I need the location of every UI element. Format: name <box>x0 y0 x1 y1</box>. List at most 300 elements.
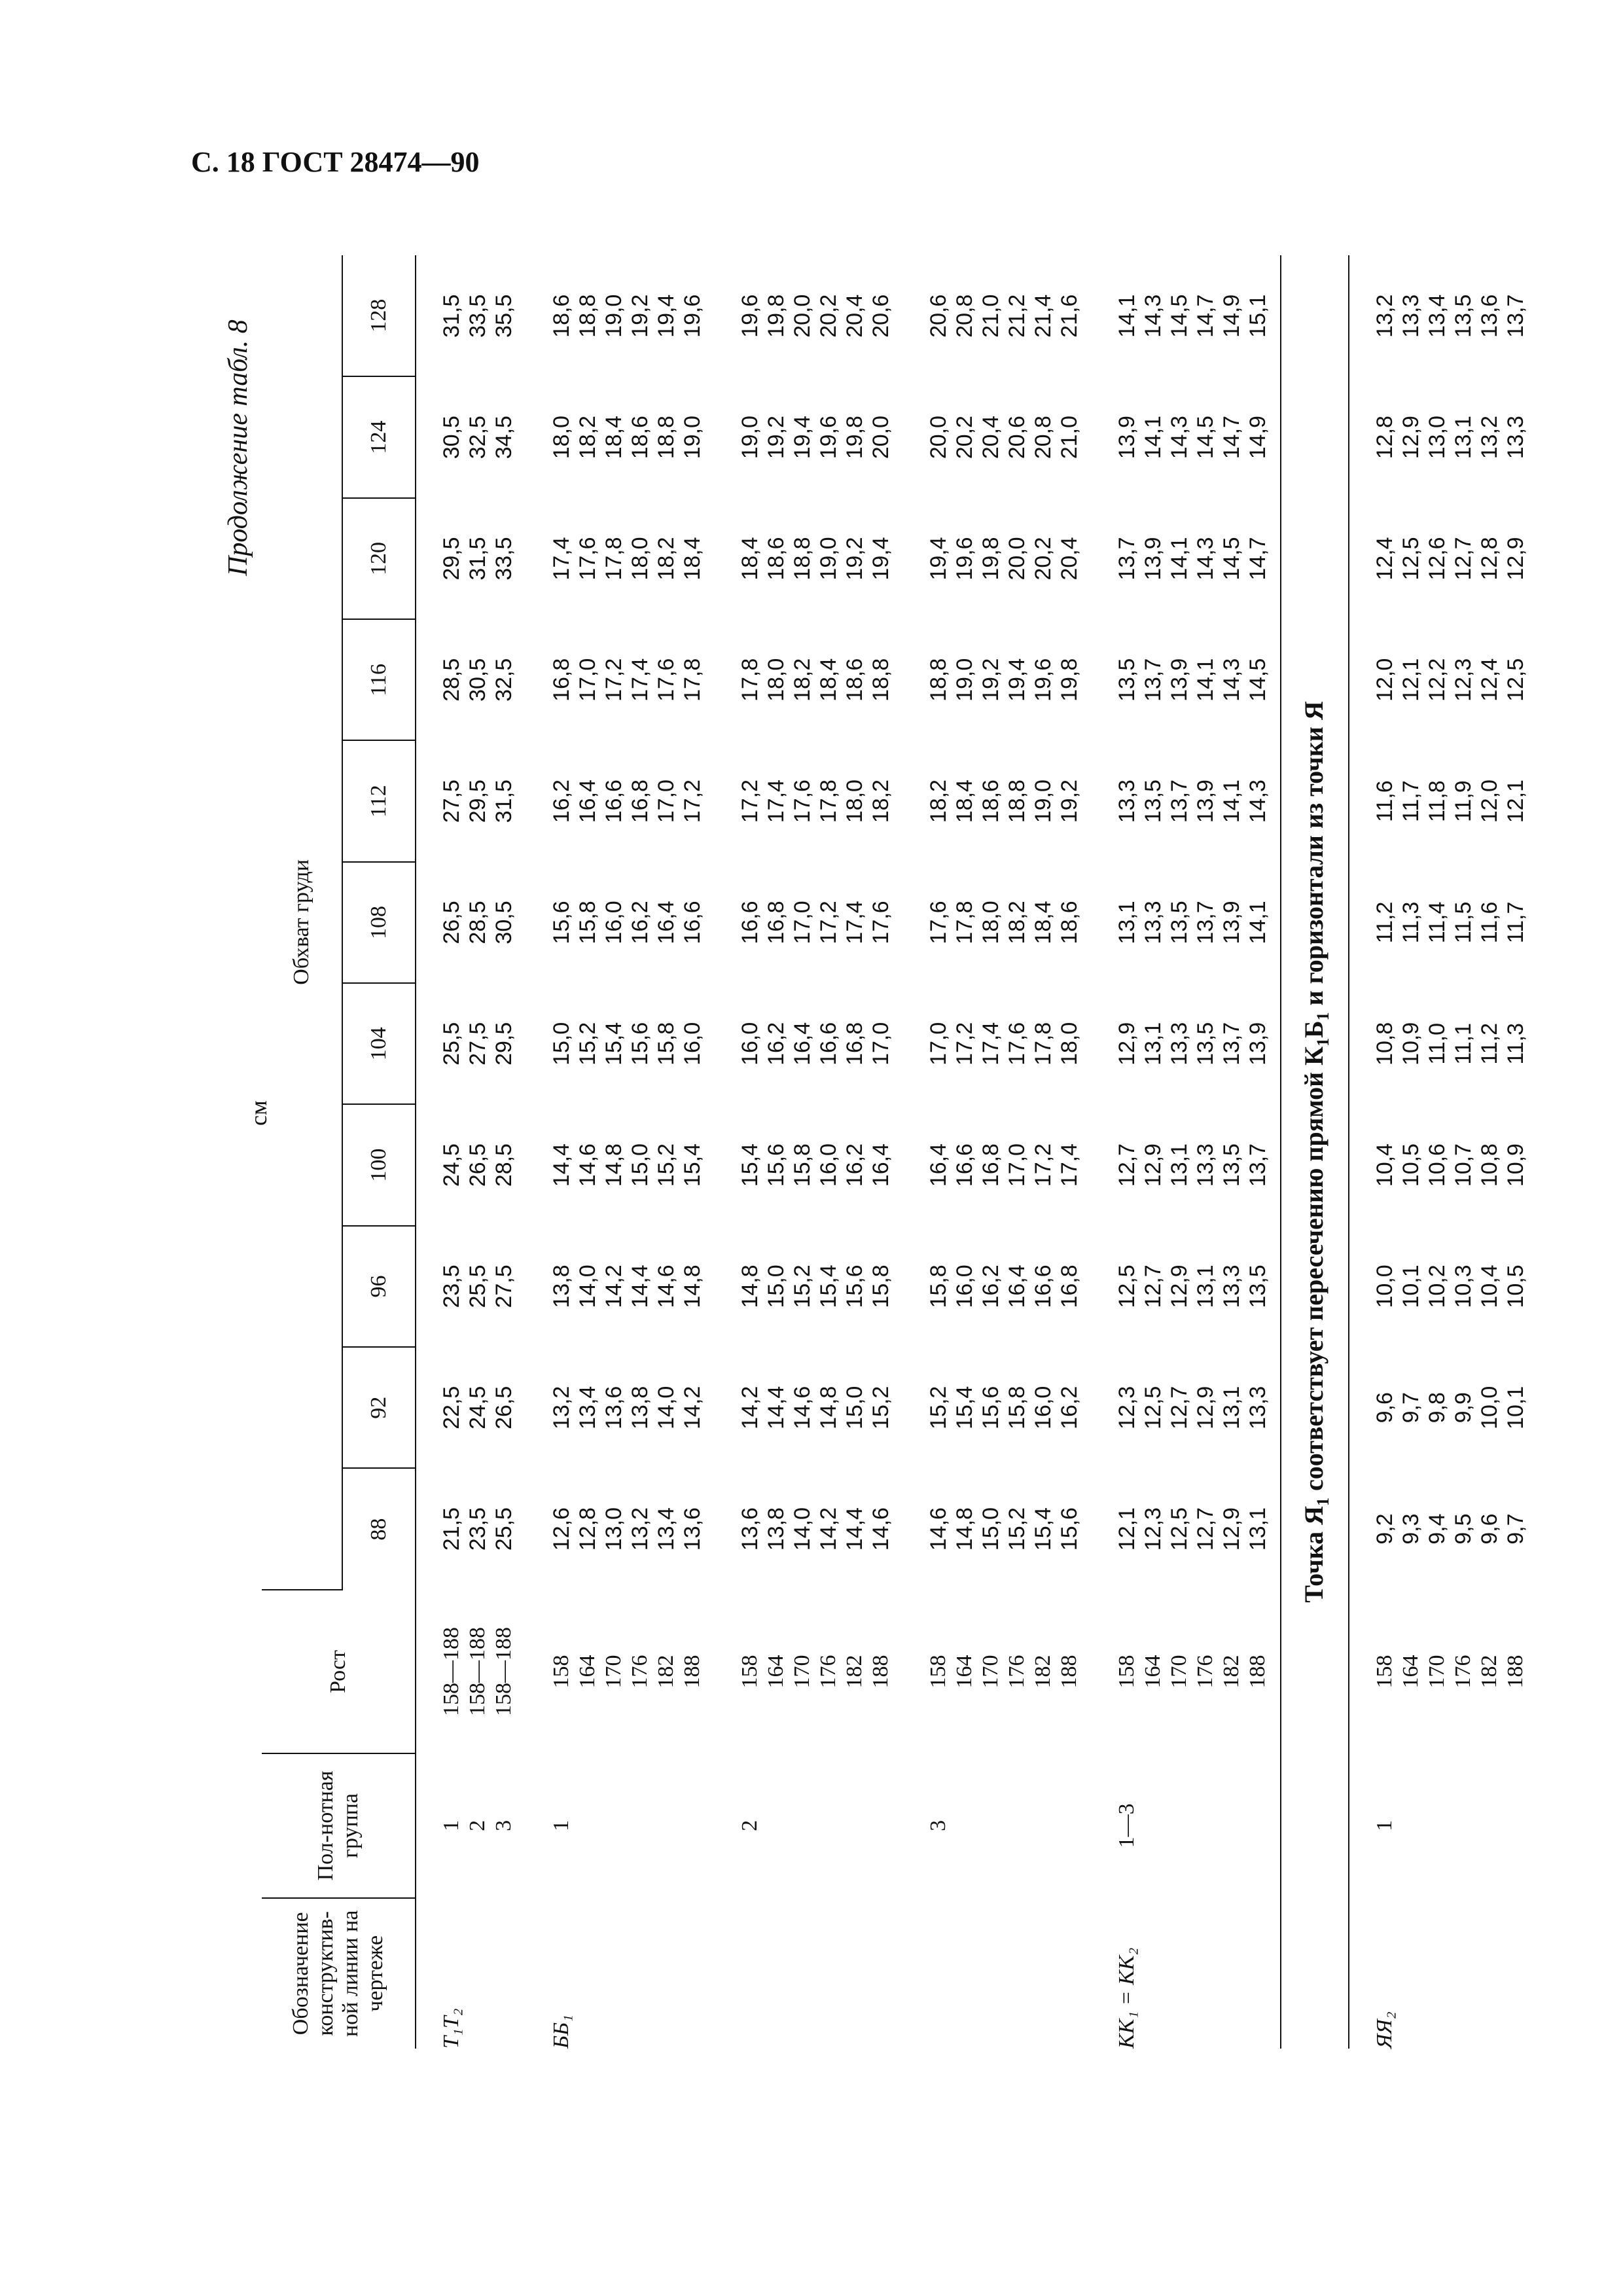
value: 18,8 <box>868 658 893 702</box>
value: 9,3 <box>1399 1513 1423 1545</box>
height-value: 158 <box>1372 1655 1397 1689</box>
height-cell <box>1349 1590 1538 1753</box>
value: 14,6 <box>926 1507 951 1551</box>
value: 16,0 <box>952 1265 977 1308</box>
value: 13,5 <box>1141 780 1166 823</box>
value: 14,5 <box>1219 537 1244 581</box>
value: 15,4 <box>680 1143 705 1187</box>
value-cell <box>526 740 715 861</box>
value: 21,0 <box>978 294 1003 338</box>
value: 13,6 <box>680 1507 705 1551</box>
value: 21,6 <box>1057 294 1082 338</box>
value: 16,0 <box>601 901 626 944</box>
value: 15,8 <box>1005 1386 1029 1429</box>
value: 17,6 <box>926 901 951 944</box>
chest-girth-header: Обхват груди <box>262 255 342 1590</box>
value: 9,7 <box>1503 1513 1528 1545</box>
value: 12,7 <box>1141 1265 1166 1308</box>
value: 29,5 <box>439 537 464 581</box>
value: 9,8 <box>1425 1392 1450 1424</box>
value-cell <box>903 498 1092 619</box>
value-cell <box>1349 376 1538 497</box>
height-value: 188 <box>1503 1655 1527 1689</box>
height-value: 164 <box>1141 1655 1165 1689</box>
value: 16,0 <box>738 1022 762 1066</box>
table-row <box>715 255 903 2049</box>
value: 17,0 <box>575 658 600 702</box>
designation-cell <box>903 1898 1092 2049</box>
value-cell <box>526 1347 715 1468</box>
value: 17,0 <box>926 1022 951 1066</box>
designation-cell: ББ₁ <box>549 2015 573 2049</box>
value: 13,1 <box>1451 416 1476 459</box>
value: 10,6 <box>1425 1143 1450 1187</box>
value: 14,3 <box>1245 780 1270 823</box>
value: 26,5 <box>439 901 464 944</box>
value: 15,6 <box>764 1143 789 1187</box>
value: 14,1 <box>1115 294 1139 338</box>
value-cell <box>903 1226 1092 1347</box>
value: 20,2 <box>1031 537 1056 581</box>
value: 12,9 <box>1503 537 1528 581</box>
value: 15,6 <box>1057 1507 1082 1551</box>
value: 16,8 <box>842 1022 867 1066</box>
value-cell <box>1349 862 1538 983</box>
value-cell <box>903 255 1092 376</box>
value: 13,5 <box>1451 294 1476 338</box>
value: 18,6 <box>628 416 652 459</box>
value: 13,4 <box>1425 294 1450 338</box>
value: 14,0 <box>575 1265 600 1308</box>
value: 14,4 <box>764 1386 789 1429</box>
value: 28,5 <box>491 1143 516 1187</box>
chest-size-header: 116 <box>342 619 416 740</box>
value: 13,3 <box>1167 1022 1192 1066</box>
value: 17,0 <box>790 901 815 944</box>
value: 27,5 <box>465 1022 490 1066</box>
value: 16,2 <box>549 780 574 823</box>
value: 13,0 <box>1425 416 1450 459</box>
value: 9,6 <box>1372 1392 1397 1424</box>
value: 12,9 <box>1219 1507 1244 1551</box>
value: 12,7 <box>1167 1386 1192 1429</box>
value: 21,2 <box>1005 294 1029 338</box>
value: 18,8 <box>1005 780 1029 823</box>
designation-cell <box>715 1898 903 2049</box>
height-value: 182 <box>1031 1655 1055 1689</box>
value: 15,1 <box>1245 294 1270 338</box>
height-cell <box>416 1590 526 1753</box>
value: 12,8 <box>575 1507 600 1551</box>
value: 12,5 <box>1503 658 1528 702</box>
value: 26,5 <box>465 1143 490 1187</box>
value: 21,5 <box>439 1507 464 1551</box>
value-cell <box>416 862 526 983</box>
value: 17,4 <box>764 780 789 823</box>
value: 29,5 <box>465 780 490 823</box>
value: 9,2 <box>1372 1513 1397 1545</box>
table-row <box>1349 255 1538 2049</box>
value: 10,8 <box>1477 1143 1502 1187</box>
value-cell <box>1092 498 1281 619</box>
value-cell <box>416 619 526 740</box>
value: 14,1 <box>1141 416 1166 459</box>
height-value: 164 <box>575 1655 599 1689</box>
group-cell: 1 2 3 <box>439 1820 516 1831</box>
value: 13,5 <box>1167 901 1192 944</box>
value: 13,9 <box>1141 537 1166 581</box>
value-cell <box>715 740 903 861</box>
height-value: 182 <box>654 1655 678 1689</box>
value-cell <box>903 1468 1092 1589</box>
value: 13,7 <box>1503 294 1528 338</box>
value-cell <box>1349 1104 1538 1225</box>
value: 14,4 <box>628 1265 652 1308</box>
value-cell <box>1349 619 1538 740</box>
height-value: 158 <box>738 1655 762 1689</box>
value-cell <box>416 983 526 1104</box>
height-value: 188 <box>680 1655 704 1689</box>
value: 19,8 <box>1057 658 1082 702</box>
value: 17,4 <box>978 1022 1003 1066</box>
value: 19,8 <box>842 416 867 459</box>
value: 33,5 <box>491 537 516 581</box>
value: 11,7 <box>1399 780 1423 822</box>
value: 18,2 <box>1005 901 1029 944</box>
value: 10,0 <box>1477 1386 1502 1429</box>
value-cell <box>526 1226 715 1347</box>
value: 13,6 <box>601 1386 626 1429</box>
value: 21,4 <box>1031 294 1056 338</box>
value: 10,9 <box>1503 1143 1528 1187</box>
table-row <box>903 255 1092 2049</box>
value: 14,7 <box>1245 537 1270 581</box>
height-value: 158—188 <box>465 1626 490 1716</box>
height-value: 164 <box>764 1655 788 1689</box>
value: 12,7 <box>1193 1507 1218 1551</box>
value: 18,8 <box>790 537 815 581</box>
value: 17,0 <box>654 780 679 823</box>
value: 20,0 <box>790 294 815 338</box>
value: 13,7 <box>1245 1143 1270 1187</box>
value: 14,6 <box>654 1265 679 1308</box>
height-value: 188 <box>1245 1655 1270 1689</box>
value: 10,3 <box>1451 1265 1476 1308</box>
value: 17,6 <box>790 780 815 823</box>
value: 15,0 <box>764 1265 789 1308</box>
value-cell <box>526 862 715 983</box>
value-cell <box>1349 740 1538 861</box>
height-value: 158 <box>926 1655 950 1689</box>
value-cell <box>1092 1226 1281 1347</box>
value: 15,2 <box>868 1386 893 1429</box>
value-cell <box>1092 983 1281 1104</box>
value: 20,4 <box>978 416 1003 459</box>
height-value: 182 <box>842 1655 866 1689</box>
value: 11,6 <box>1477 901 1502 944</box>
value: 19,2 <box>842 537 867 581</box>
value: 12,6 <box>1425 537 1450 581</box>
value-cell <box>715 983 903 1104</box>
value: 14,8 <box>680 1265 705 1308</box>
value: 31,5 <box>439 294 464 338</box>
value: 18,8 <box>575 294 600 338</box>
value: 18,2 <box>654 537 679 581</box>
value-cell <box>416 498 526 619</box>
height-value: 170 <box>790 1655 814 1689</box>
note-text: Точка $Я_1$ соответствует пересечению прямой $К_1Б_1$ и горизонтали из точки Я <box>1281 255 1349 2049</box>
value: 15,6 <box>549 901 574 944</box>
value: 10,0 <box>1372 1265 1397 1308</box>
value: 31,5 <box>491 780 516 823</box>
value: 9,5 <box>1451 1513 1476 1545</box>
page-header: С. 18 ГОСТ 28474—90 <box>191 146 480 178</box>
value: 19,2 <box>1057 780 1082 823</box>
value: 16,6 <box>816 1022 841 1066</box>
height-value: 176 <box>1193 1655 1217 1689</box>
value: 17,4 <box>628 658 652 702</box>
value-cell <box>1092 740 1281 861</box>
value: 13,5 <box>1245 1265 1270 1308</box>
value: 13,3 <box>1503 416 1528 459</box>
value: 19,6 <box>680 294 705 338</box>
value: 18,6 <box>764 537 789 581</box>
value: 11,2 <box>1372 901 1397 944</box>
value: 14,3 <box>1167 416 1192 459</box>
value: 16,4 <box>790 1022 815 1066</box>
value: 16,4 <box>926 1143 951 1187</box>
value: 15,4 <box>816 1265 841 1308</box>
value: 13,1 <box>1167 1143 1192 1187</box>
value: 14,7 <box>1193 294 1218 338</box>
value: 14,2 <box>738 1386 762 1429</box>
value: 13,5 <box>1219 1143 1244 1187</box>
value: 10,4 <box>1372 1143 1397 1187</box>
table-row <box>1092 255 1281 2049</box>
value: 25,5 <box>491 1507 516 1551</box>
value: 16,2 <box>1057 1386 1082 1429</box>
value-cell <box>715 1347 903 1468</box>
value: 10,7 <box>1451 1143 1476 1187</box>
value-cell <box>715 862 903 983</box>
value: 14,6 <box>575 1143 600 1187</box>
height-value: 158—188 <box>439 1626 463 1716</box>
value: 15,2 <box>926 1386 951 1429</box>
value-cell <box>1349 983 1538 1104</box>
value: 13,9 <box>1219 901 1244 944</box>
value-cell <box>526 1104 715 1225</box>
value: 14,8 <box>816 1386 841 1429</box>
value: 11,7 <box>1503 901 1528 944</box>
designation-cell: ЯЯ₂ <box>1372 2011 1397 2049</box>
height-value: 170 <box>1425 1655 1449 1689</box>
value: 13,3 <box>1245 1386 1270 1429</box>
value: 13,7 <box>1115 537 1139 581</box>
value: 16,6 <box>1031 1265 1056 1308</box>
value-cell <box>715 376 903 497</box>
value-cell <box>1092 619 1281 740</box>
value: 9,6 <box>1477 1513 1502 1545</box>
value: 18,2 <box>575 416 600 459</box>
value: 30,5 <box>439 416 464 459</box>
value: 20,8 <box>1031 416 1056 459</box>
value: 20,0 <box>868 416 893 459</box>
value: 18,0 <box>842 780 867 823</box>
value: 12,1 <box>1503 780 1528 823</box>
value: 13,3 <box>1115 780 1139 823</box>
value-cell <box>526 255 715 376</box>
value-cell <box>903 1347 1092 1468</box>
designation-cell: KK₁ = KK₂ <box>1115 1947 1139 2049</box>
height-value: 188 <box>1057 1655 1081 1689</box>
value: 17,6 <box>1005 1022 1029 1066</box>
value-cell <box>526 1468 715 1589</box>
value: 15,0 <box>978 1507 1003 1551</box>
value: 10,4 <box>1477 1265 1502 1308</box>
value: 14,3 <box>1193 537 1218 581</box>
value: 9,7 <box>1399 1392 1423 1424</box>
value: 19,2 <box>978 658 1003 702</box>
value: 14,4 <box>842 1507 867 1551</box>
value: 14,1 <box>1167 537 1192 581</box>
group-column-header: Пол-нотная группа <box>262 1753 416 1897</box>
value: 13,1 <box>1141 1022 1166 1066</box>
value: 13,2 <box>628 1507 652 1551</box>
value-cell <box>903 1104 1092 1225</box>
value: 15,2 <box>790 1265 815 1308</box>
value: 17,8 <box>816 780 841 823</box>
value: 13,7 <box>1219 1022 1244 1066</box>
value: 18,8 <box>926 658 951 702</box>
value: 14,2 <box>601 1265 626 1308</box>
value: 17,6 <box>575 537 600 581</box>
value: 19,0 <box>601 294 626 338</box>
value-cell <box>715 1226 903 1347</box>
value: 24,5 <box>439 1143 464 1187</box>
value: 21,0 <box>1057 416 1082 459</box>
value: 17,2 <box>1031 1143 1056 1187</box>
value: 13,4 <box>654 1507 679 1551</box>
value-cell <box>1349 1468 1538 1589</box>
value: 15,2 <box>575 1022 600 1066</box>
value-cell <box>416 1104 526 1225</box>
value: 25,5 <box>439 1022 464 1066</box>
value: 15,0 <box>842 1386 867 1429</box>
value: 12,5 <box>1141 1386 1166 1429</box>
value-cell <box>1092 1468 1281 1589</box>
value: 23,5 <box>465 1507 490 1551</box>
value-cell <box>903 376 1092 497</box>
chest-size-header: 104 <box>342 983 416 1104</box>
value: 20,0 <box>926 416 951 459</box>
value: 18,2 <box>926 780 951 823</box>
value: 17,8 <box>738 658 762 702</box>
value: 14,3 <box>1141 294 1166 338</box>
value: 18,0 <box>628 537 652 581</box>
height-value: 188 <box>868 1655 893 1689</box>
value: 18,4 <box>816 658 841 702</box>
value: 14,2 <box>816 1507 841 1551</box>
value: 12,4 <box>1477 658 1502 702</box>
value: 16,0 <box>816 1143 841 1187</box>
value: 10,5 <box>1399 1143 1423 1187</box>
value: 13,9 <box>1245 1022 1270 1066</box>
value: 18,4 <box>680 537 705 581</box>
value-cell <box>416 376 526 497</box>
height-value: 176 <box>628 1655 652 1689</box>
value: 11,8 <box>1425 780 1450 822</box>
value: 14,5 <box>1193 416 1218 459</box>
value: 13,5 <box>1115 658 1139 702</box>
value: 24,5 <box>465 1386 490 1429</box>
value-cell <box>1092 1347 1281 1468</box>
value: 16,4 <box>1005 1265 1029 1308</box>
height-cell <box>526 1590 715 1753</box>
value: 17,2 <box>952 1022 977 1066</box>
value: 12,9 <box>1399 416 1423 459</box>
value: 15,2 <box>654 1143 679 1187</box>
value: 17,8 <box>1031 1022 1056 1066</box>
value: 14,9 <box>1245 416 1270 459</box>
value: 20,2 <box>816 294 841 338</box>
value-cell <box>1092 862 1281 983</box>
value: 16,4 <box>575 780 600 823</box>
value: 15,4 <box>738 1143 762 1187</box>
value: 19,0 <box>952 658 977 702</box>
value: 25,5 <box>465 1265 490 1308</box>
value: 16,4 <box>868 1143 893 1187</box>
value: 13,8 <box>628 1386 652 1429</box>
value: 16,8 <box>628 780 652 823</box>
value: 20,4 <box>1057 537 1082 581</box>
value-cell <box>416 1468 526 1589</box>
value: 12,7 <box>1115 1143 1139 1187</box>
value: 16,2 <box>764 1022 789 1066</box>
value: 19,0 <box>738 416 762 459</box>
value: 19,8 <box>978 537 1003 581</box>
value: 17,2 <box>738 780 762 823</box>
value: 15,8 <box>575 901 600 944</box>
value: 34,5 <box>491 416 516 459</box>
value: 16,6 <box>601 780 626 823</box>
value: 16,6 <box>738 901 762 944</box>
height-value: 176 <box>1451 1655 1475 1689</box>
height-cell <box>903 1590 1092 1753</box>
value: 10,8 <box>1372 1022 1397 1066</box>
value: 30,5 <box>465 658 490 702</box>
value: 15,4 <box>601 1022 626 1066</box>
value: 13,7 <box>1193 901 1218 944</box>
value: 12,9 <box>1193 1386 1218 1429</box>
value: 10,5 <box>1503 1265 1528 1308</box>
height-cell <box>1092 1590 1281 1753</box>
value: 18,8 <box>654 416 679 459</box>
value: 17,4 <box>549 537 574 581</box>
value: 15,0 <box>549 1022 574 1066</box>
value: 16,0 <box>680 1022 705 1066</box>
value: 14,0 <box>790 1507 815 1551</box>
chest-size-header: 112 <box>342 740 416 861</box>
value: 16,0 <box>1031 1386 1056 1429</box>
value: 14,8 <box>601 1143 626 1187</box>
value: 14,6 <box>790 1386 815 1429</box>
value: 19,6 <box>952 537 977 581</box>
value-cell <box>416 1347 526 1468</box>
value-cell <box>526 498 715 619</box>
value: 16,8 <box>549 658 574 702</box>
value-cell <box>715 498 903 619</box>
group-cell: 1 <box>1372 1820 1397 1831</box>
